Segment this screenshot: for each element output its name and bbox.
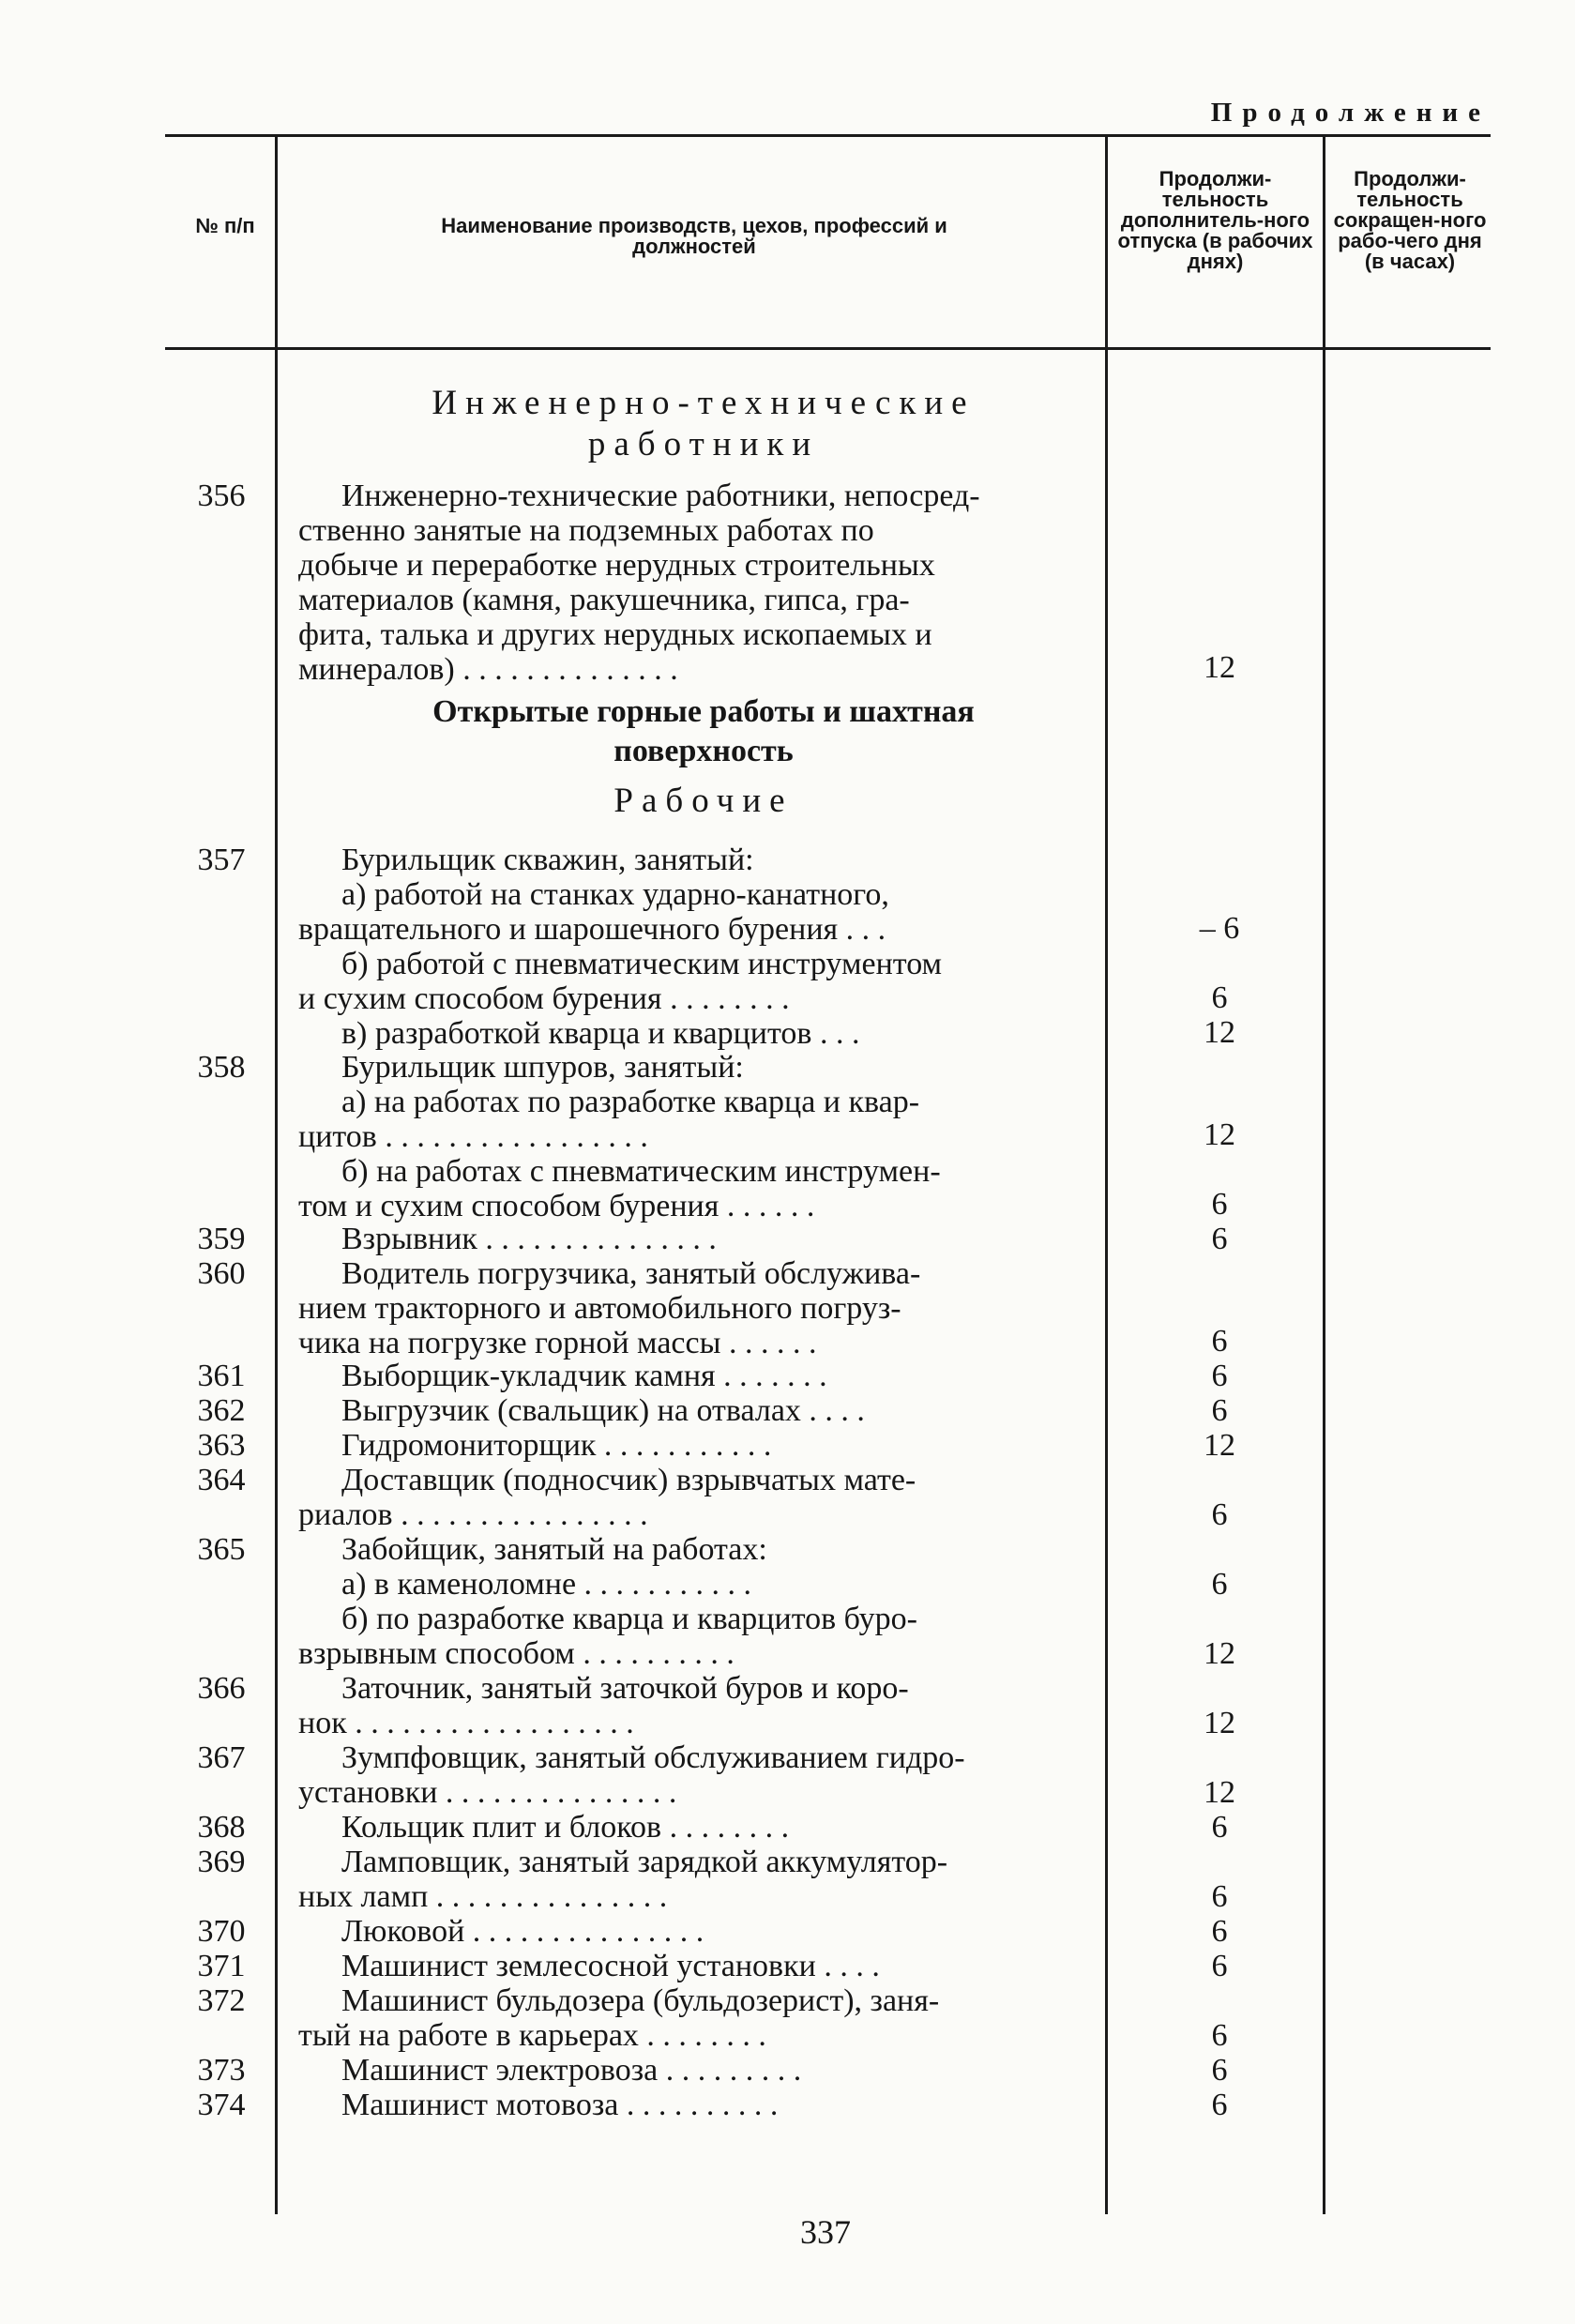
row-description <box>298 1845 1086 1914</box>
row-description <box>298 1463 1086 1532</box>
row-text-line: Водитель погрузчика, занятый обслужива- <box>341 1256 921 1291</box>
row-leave-days: 6 <box>1211 1393 1228 1428</box>
row-description <box>298 1949 1086 1983</box>
header-bottom-rule <box>165 347 1491 350</box>
row-number: 365 <box>197 1532 246 1567</box>
row-text-line: б) по разработке кварца и кварцитов буро- <box>341 1602 917 1636</box>
row-leave-days: 6 <box>1211 980 1228 1015</box>
column-divider-1 <box>275 137 278 2214</box>
row-description <box>298 1740 1086 1810</box>
row-description <box>298 1983 1086 2053</box>
row-leave-days: 12 <box>1204 1636 1235 1671</box>
row-text-line: Кольщик плит и блоков . . . . . . . . <box>341 1810 790 1845</box>
row-text-line: добыче и переработке нерудных строительных <box>298 548 935 583</box>
header-col-leave: Продолжи-тельность дополнитель-ного отпуска (в рабочих днях) <box>1117 167 1313 273</box>
row-text-line: Ламповщик, занятый зарядкой аккумулятор- <box>341 1845 948 1879</box>
row-number: 368 <box>197 1810 246 1845</box>
row-text-line: нием тракторного и автомобильного погруз- <box>298 1291 901 1326</box>
row-number: 367 <box>197 1740 246 1775</box>
row-text-line: нок . . . . . . . . . . . . . . . . . . <box>298 1706 634 1740</box>
row-text-line: Забойщик, занятый на работах: <box>341 1532 767 1567</box>
row-description <box>298 1428 1086 1463</box>
row-number: 372 <box>197 1983 246 2018</box>
row-text-line: Гидромониторщик . . . . . . . . . . . <box>341 1428 772 1463</box>
row-number: 359 <box>197 1222 246 1256</box>
section-heading-workers: Рабочие <box>613 782 794 820</box>
row-leave-days: 6 <box>1211 1567 1228 1602</box>
row-leave-days: – 6 <box>1199 911 1240 946</box>
row-text-line: Взрывник . . . . . . . . . . . . . . . <box>341 1222 717 1256</box>
row-description <box>298 2053 1086 2088</box>
row-description <box>298 1671 1086 1740</box>
row-number: 362 <box>197 1393 246 1428</box>
row-text-line: материалов (камня, ракушечника, гипса, гра- <box>298 583 910 617</box>
row-text-line: Машинист мотовоза . . . . . . . . . . <box>341 2088 779 2122</box>
row-text-line: взрывным способом . . . . . . . . . . <box>298 1636 734 1671</box>
header-col-short: Продолжи-тельность сокращен-ного рабо-чего дня (в часах) <box>1333 167 1487 273</box>
row-number: 356 <box>197 478 246 513</box>
row-leave-days: 6 <box>1211 1810 1228 1845</box>
row-text-line: Зумпфовщик, занятый обслуживанием гидро- <box>341 1740 965 1775</box>
column-divider-2 <box>1105 137 1108 2214</box>
row-leave-days: 6 <box>1211 2018 1228 2053</box>
row-description <box>298 478 1086 687</box>
row-text-line: и сухим способом бурения . . . . . . . . <box>298 981 790 1016</box>
row-text-line: Заточник, занятый заточкой буров и коро- <box>341 1671 909 1706</box>
row-text-line: фита, талька и других нерудных ископаемых и <box>298 617 932 652</box>
row-number: 373 <box>197 2053 246 2088</box>
row-leave-days: 12 <box>1204 1775 1235 1810</box>
row-text-line: минералов) . . . . . . . . . . . . . . <box>298 652 678 687</box>
row-text-line: цитов . . . . . . . . . . . . . . . . . <box>298 1119 648 1154</box>
row-leave-days: 12 <box>1204 1706 1235 1740</box>
row-number: 370 <box>197 1914 246 1949</box>
row-number: 361 <box>197 1359 246 1393</box>
row-text-line: а) в каменоломне . . . . . . . . . . . <box>341 1567 752 1602</box>
row-text-line: Машинист электровоза . . . . . . . . . <box>341 2053 802 2088</box>
row-text-line: Выборщик-укладчик камня . . . . . . . <box>341 1359 827 1393</box>
row-number: 364 <box>197 1463 246 1497</box>
header-col-name: Наименование производств, цехов, профессий и должностей <box>441 214 947 258</box>
row-text-line: вращательного и шарошечного бурения . . . <box>298 912 886 947</box>
row-description <box>298 1359 1086 1393</box>
row-text-line: ственно занятые на подземных работах по <box>298 513 874 548</box>
row-leave-days: 6 <box>1211 1222 1228 1256</box>
table-top-rule <box>165 134 1491 137</box>
row-number: 363 <box>197 1428 246 1463</box>
row-text-line: а) на работах по разработке кварца и квар- <box>341 1085 920 1119</box>
row-number: 357 <box>197 843 246 877</box>
row-description <box>298 1050 1086 1223</box>
row-number: 371 <box>197 1949 246 1983</box>
row-leave-days: 12 <box>1204 1117 1235 1152</box>
row-description <box>298 1914 1086 1949</box>
row-description <box>298 1810 1086 1845</box>
row-number: 374 <box>197 2088 246 2122</box>
row-text-line: Машинист бульдозера (бульдозерист), заня- <box>341 1983 940 2018</box>
row-description <box>298 2088 1086 2122</box>
row-text-line: чика на погрузке горной массы . . . . . . <box>298 1326 817 1360</box>
row-description <box>298 1532 1086 1671</box>
row-text-line: Машинист землесосной установки . . . . <box>341 1949 880 1983</box>
row-text-line: а) работой на станках ударно-канатного, <box>341 877 889 912</box>
row-description <box>298 1256 1086 1360</box>
row-description <box>298 1222 1086 1256</box>
row-text-line: тый на работе в карьерах . . . . . . . . <box>298 2018 766 2053</box>
row-leave-days: 6 <box>1211 2088 1228 2122</box>
row-leave-days: 6 <box>1211 2053 1228 2088</box>
row-number: 369 <box>197 1845 246 1879</box>
row-leave-days: 6 <box>1211 1914 1228 1949</box>
row-description <box>298 843 1086 1051</box>
row-leave-days: 6 <box>1211 1949 1228 1983</box>
row-leave-days: 12 <box>1204 650 1235 685</box>
row-text-line: установки . . . . . . . . . . . . . . . <box>298 1775 677 1810</box>
row-leave-days: 6 <box>1211 1187 1228 1222</box>
page-number: 337 <box>800 2213 851 2251</box>
row-text-line: риалов . . . . . . . . . . . . . . . . <box>298 1497 648 1532</box>
row-text-line: том и сухим способом бурения . . . . . . <box>298 1189 815 1223</box>
row-leave-days: 6 <box>1211 1879 1228 1914</box>
row-text-line: б) на работах с пневматическим инструмен- <box>341 1154 941 1189</box>
row-leave-days: 6 <box>1211 1497 1228 1532</box>
row-number: 358 <box>197 1050 246 1085</box>
section-heading-open-mining: Открытые горные работы и шахтная поверхность <box>432 694 975 768</box>
row-text-line: Выгрузчик (свальщик) на отвалах . . . . <box>341 1393 865 1428</box>
row-text-line: Бурильщик шпуров, занятый: <box>341 1050 744 1085</box>
section-heading-engineers: Инженерно-технические работники <box>432 384 976 463</box>
column-divider-3 <box>1323 137 1325 2214</box>
header-col-number: № п/п <box>195 214 255 237</box>
row-leave-days: 6 <box>1211 1359 1228 1393</box>
row-number: 366 <box>197 1671 246 1706</box>
row-number: 360 <box>197 1256 246 1291</box>
row-text-line: в) разработкой кварца и кварцитов . . . <box>341 1016 860 1051</box>
row-text-line: Бурильщик скважин, занятый: <box>341 843 754 877</box>
row-leave-days: 6 <box>1211 1324 1228 1359</box>
row-leave-days: 12 <box>1204 1015 1235 1050</box>
row-text-line: Люковой . . . . . . . . . . . . . . . <box>341 1914 704 1949</box>
continuation-label: Продолжение <box>1210 98 1491 128</box>
row-leave-days: 12 <box>1204 1428 1235 1463</box>
row-text-line: Доставщик (подносчик) взрывчатых мате- <box>341 1463 916 1497</box>
row-text-line: ных ламп . . . . . . . . . . . . . . . <box>298 1879 668 1914</box>
row-text-line: б) работой с пневматическим инструментом <box>341 947 943 981</box>
row-text-line: Инженерно-технические работники, непосред- <box>341 478 980 513</box>
row-description <box>298 1393 1086 1428</box>
